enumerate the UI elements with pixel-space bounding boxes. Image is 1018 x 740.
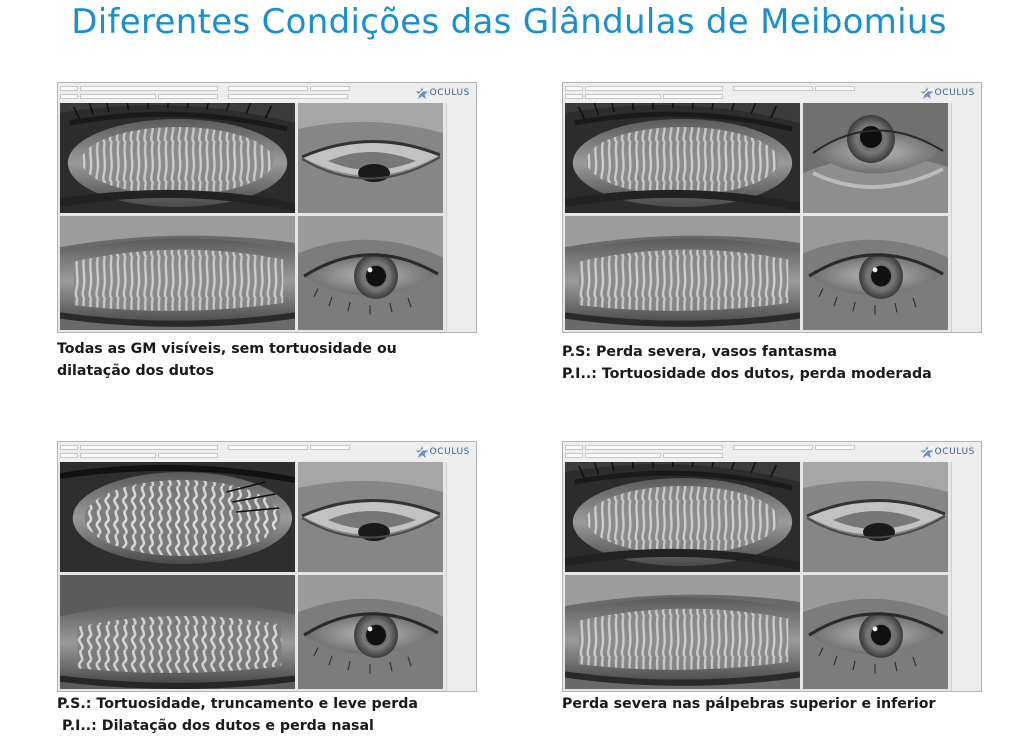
lower-lid-meibography-image <box>60 216 295 330</box>
oculus-star-icon <box>920 87 934 99</box>
upper-eye-photo <box>298 462 443 572</box>
panel-sidebar <box>446 462 476 691</box>
lower-lid-meibography-image <box>565 575 800 689</box>
caption-panel-3: P.S.: Tortuosidade, truncamento e leve perda P.I..: Dilatação dos dutos e perda nasal <box>57 696 419 734</box>
mg-image-panel-1 <box>57 82 477 333</box>
panel-header <box>563 83 981 103</box>
upper-lid-meibography-image <box>565 462 800 572</box>
caption-panel-4: Perda severa nas pálpebras superior e inferior <box>562 696 936 712</box>
lower-eye-photo <box>803 216 948 330</box>
upper-lid-meibography-image <box>565 103 800 213</box>
mg-image-panel-3 <box>57 441 477 692</box>
upper-lid-meibography-image <box>60 462 295 572</box>
caption-panel-2: P.S: Perda severa, vasos fantasma P.I..: Tortuosidade dos dutos, perda moderada <box>562 344 932 382</box>
panel-sidebar <box>446 103 476 332</box>
panel-header <box>58 83 476 103</box>
lower-lid-meibography-image <box>565 216 800 330</box>
upper-eye-photo <box>803 103 948 213</box>
page-title: Diferentes Condições das Glândulas de Meibomius <box>71 2 947 42</box>
panel-sidebar <box>951 103 981 332</box>
panel-header <box>563 442 981 462</box>
panel-header <box>58 442 476 462</box>
oculus-logo: OCULUS <box>415 87 470 99</box>
lower-eye-photo <box>803 575 948 689</box>
lower-eye-photo <box>298 575 443 689</box>
upper-eye-photo <box>298 103 443 213</box>
oculus-logo: OCULUS <box>415 446 470 458</box>
caption-panel-1: Todas as GM visíveis, sem tortuosidade ou dilatação dos dutos <box>57 341 397 379</box>
oculus-star-icon <box>415 87 429 99</box>
oculus-logo: OCULUS <box>920 446 975 458</box>
lower-eye-photo <box>298 216 443 330</box>
panel-sidebar <box>951 462 981 691</box>
mg-image-panel-2 <box>562 82 982 333</box>
oculus-star-icon <box>415 446 429 458</box>
upper-eye-photo <box>803 462 948 572</box>
mg-image-panel-4 <box>562 441 982 692</box>
lower-lid-meibography-image <box>60 575 295 689</box>
oculus-star-icon <box>920 446 934 458</box>
oculus-logo: OCULUS <box>920 87 975 99</box>
upper-lid-meibography-image <box>60 103 295 213</box>
